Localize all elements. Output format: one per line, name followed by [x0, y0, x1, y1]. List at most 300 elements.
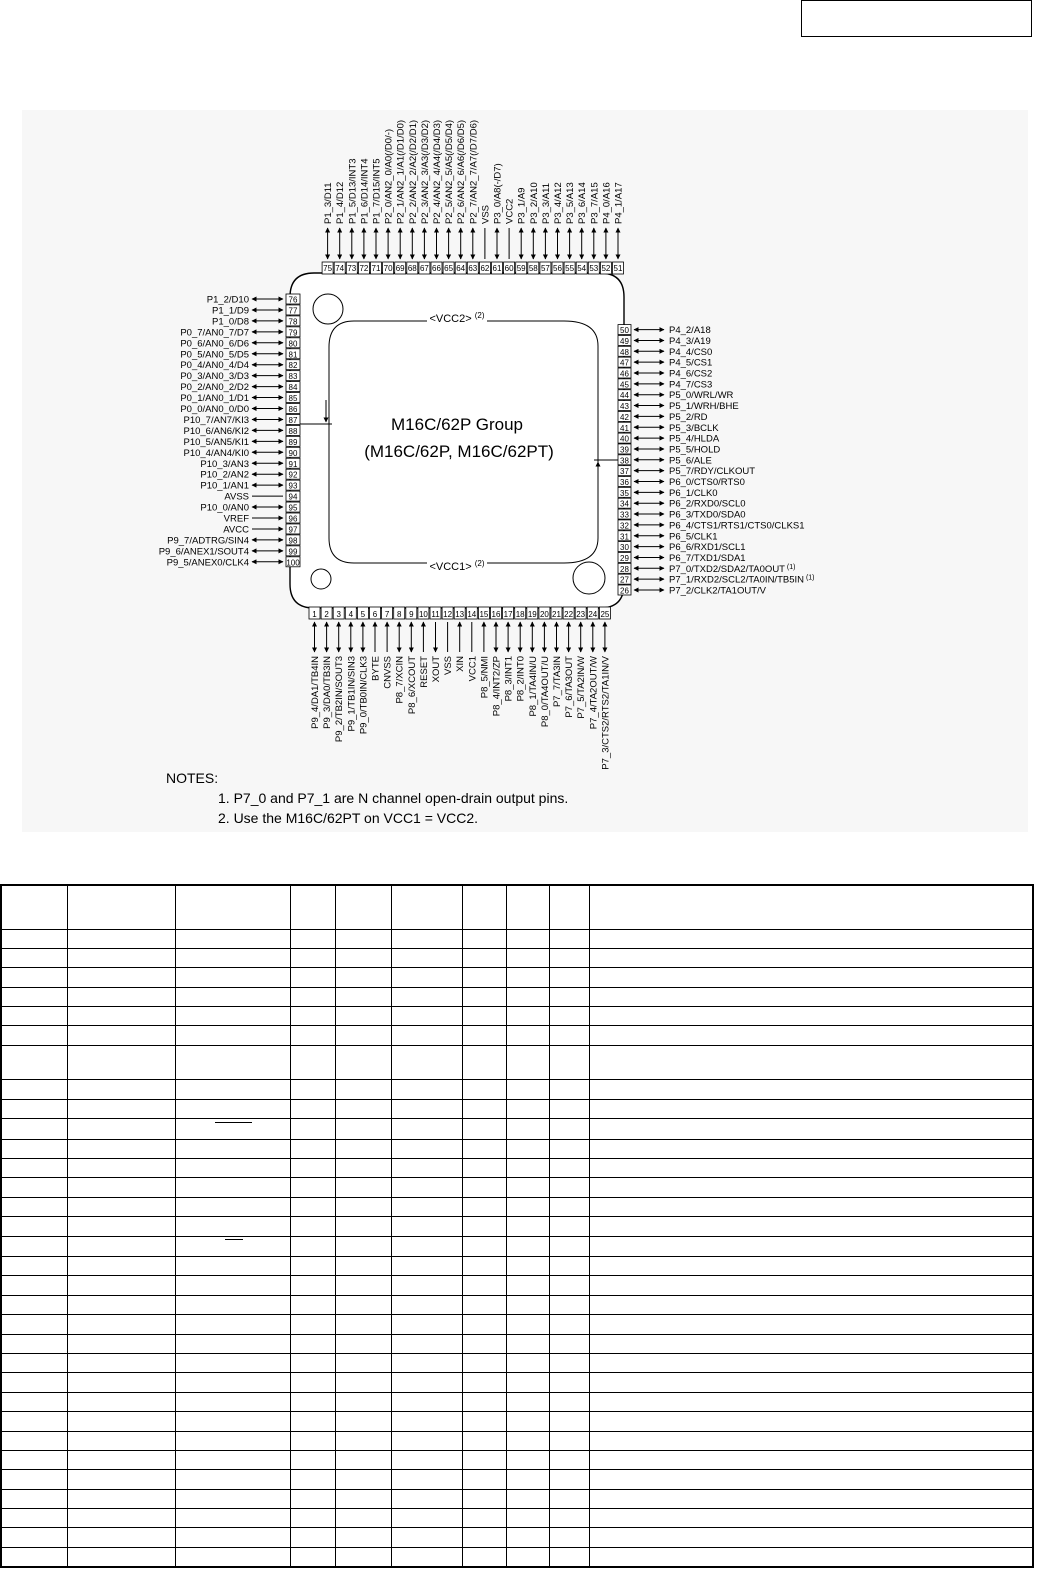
table-cell — [391, 1007, 462, 1026]
table-cell — [175, 1547, 290, 1567]
table-cell — [462, 948, 506, 967]
pin-number: 3 — [336, 610, 341, 619]
pin-label-86: P0_0/AN0_0/D0 — [180, 404, 249, 415]
pin-label-90: P10_4/AN4/KI0 — [183, 447, 249, 459]
table-row — [1, 948, 1033, 967]
pin-29 — [618, 552, 746, 564]
pin-87 — [184, 414, 301, 426]
pin-number: 11 — [431, 610, 440, 619]
pin-4 — [345, 607, 357, 732]
table-cell — [391, 1315, 462, 1334]
table-cell — [391, 1547, 462, 1567]
table-cell — [391, 1470, 462, 1489]
pin-15 — [478, 607, 490, 698]
pin-label-27: P7_1/RXD2/SCL2/TA0IN/TB5IN $^{(1)}$ — [669, 574, 815, 586]
table-row — [1, 1412, 1033, 1431]
table-cell — [391, 1509, 462, 1528]
table-cell — [391, 1295, 462, 1314]
table-row — [1, 1080, 1033, 1099]
table-cell — [290, 1295, 335, 1314]
table-cell — [462, 1276, 506, 1295]
pin-number: 89 — [288, 437, 298, 447]
pin-63 — [467, 120, 479, 274]
table-cell — [391, 1353, 462, 1372]
table-cell — [549, 1007, 589, 1026]
pin-number: 36 — [620, 478, 629, 487]
pin-label-91: P10_3/AN3 — [200, 458, 249, 470]
table-cell — [589, 1295, 1033, 1314]
pin-95 — [200, 502, 300, 514]
table-row — [1, 1026, 1033, 1045]
table-cell — [506, 1509, 549, 1528]
pin-number: 94 — [288, 492, 298, 502]
pin-label-80: P0_6/AN0_6/D6 — [180, 338, 249, 350]
table-cell — [506, 1158, 549, 1177]
pin-number: 67 — [419, 264, 429, 273]
pin-89 — [184, 436, 301, 448]
pin-7 — [382, 607, 394, 689]
table-cell — [290, 1392, 335, 1411]
table-cell — [67, 1276, 175, 1295]
table-cell — [1, 1489, 67, 1508]
pin-80 — [180, 338, 300, 350]
table-cell — [335, 1276, 391, 1295]
table-cell — [391, 1373, 462, 1392]
pin-20 — [539, 607, 551, 727]
table-cell — [589, 1509, 1033, 1528]
table-cell — [1, 1547, 67, 1567]
pin-number: 80 — [288, 339, 298, 349]
table-cell — [549, 1315, 589, 1334]
table-row — [1, 1276, 1033, 1295]
table-cell — [1, 987, 67, 1006]
pin-label-70: P2_0/AN2_0/A0(/D0/-) — [383, 128, 395, 224]
table-cell — [67, 1489, 175, 1508]
table-header-cell — [506, 885, 549, 929]
table-cell — [67, 1007, 175, 1026]
table-cell — [391, 1178, 462, 1197]
pin-number: 29 — [620, 553, 629, 563]
table-cell — [589, 1450, 1033, 1469]
table-cell — [506, 1392, 549, 1411]
pin-label-79: P0_7/AN0_7/D7 — [180, 327, 249, 339]
table-cell — [589, 1197, 1033, 1216]
pin-57 — [540, 183, 552, 274]
table-cell — [175, 1470, 290, 1489]
table-cell — [462, 1489, 506, 1508]
pin-label-46: P4_6/CS2 — [669, 368, 713, 380]
pin-label-42: P5_2/RD — [669, 411, 708, 423]
pin-number: 38 — [620, 456, 629, 466]
table-cell — [175, 929, 290, 948]
table-cell — [1, 1353, 67, 1372]
pin-number: 10 — [418, 610, 428, 619]
table-cell — [290, 1007, 335, 1026]
pin-number: 99 — [288, 547, 298, 557]
table-cell — [290, 1217, 335, 1236]
pin-label-18: P8_2/INT0 — [515, 656, 527, 702]
table-cell — [589, 1045, 1033, 1079]
table-row — [1, 1197, 1033, 1216]
pin-number: 4 — [348, 610, 354, 619]
table-cell — [290, 1431, 335, 1450]
pin-label-15: P8_5/NMI — [479, 656, 491, 699]
table-cell — [462, 1217, 506, 1236]
pin-label-36: P6_0/CTS0/RTS0 — [669, 477, 745, 488]
table-cell — [175, 968, 290, 987]
table-cell — [549, 1412, 589, 1431]
table-cell — [290, 1509, 335, 1528]
table-cell — [589, 1373, 1033, 1392]
table-cell — [462, 1412, 506, 1431]
pin-19 — [527, 607, 539, 717]
pin-label-38: P5_6/ALE — [669, 455, 712, 467]
table-header-cell — [589, 885, 1033, 929]
pin-label-60: VCC2 — [504, 198, 516, 224]
table-cell — [335, 1099, 391, 1118]
table-cell — [506, 1450, 549, 1469]
pin-number: 5 — [360, 610, 366, 619]
table-cell — [290, 1315, 335, 1334]
table-cell — [506, 1045, 549, 1079]
table-cell — [290, 1489, 335, 1508]
table-cell — [506, 1026, 549, 1045]
table-cell — [335, 1431, 391, 1450]
pin-label-68: P2_2/AN2_2/A2(/D2/D1) — [407, 119, 419, 224]
pin-label-76: P1_2/D10 — [206, 294, 249, 306]
table-cell — [391, 1099, 462, 1118]
table-cell — [290, 1257, 335, 1276]
table-cell — [506, 1334, 549, 1353]
table-cell — [67, 1295, 175, 1314]
pin-52 — [600, 182, 612, 274]
table-cell — [290, 1450, 335, 1469]
pin-86 — [180, 404, 300, 416]
pin-label-58: P3_2/A10 — [528, 182, 540, 224]
table-cell — [589, 1080, 1033, 1099]
table-cell — [462, 1257, 506, 1276]
table-cell — [1, 1197, 67, 1216]
pin-13 — [454, 607, 466, 672]
pin-number: 71 — [371, 264, 381, 273]
table-cell — [462, 1158, 506, 1177]
table-cell — [462, 1431, 506, 1450]
table-cell — [589, 1334, 1033, 1353]
pin-73 — [346, 159, 358, 274]
table-cell — [335, 1412, 391, 1431]
pin-30 — [618, 542, 746, 554]
table-cell — [391, 1431, 462, 1450]
pin-number: 24 — [588, 610, 598, 619]
table-cell — [391, 948, 462, 967]
table-cell — [391, 1412, 462, 1431]
pin-number: 28 — [620, 564, 629, 574]
table-cell — [549, 1045, 589, 1079]
table-cell — [506, 1547, 549, 1567]
chip-name: M16C/62P Group — [391, 415, 523, 434]
pin-number: 73 — [347, 264, 357, 273]
pin-number: 77 — [288, 306, 298, 316]
pin-number: 14 — [467, 610, 477, 619]
table-cell — [67, 1178, 175, 1197]
table-cell — [462, 1099, 506, 1118]
pin-number: 74 — [335, 264, 345, 273]
pin-label-28: P7_0/TXD2/SDA2/TA0OUT $^{(1)}$ — [669, 563, 796, 575]
table-cell — [1, 1257, 67, 1276]
pin-label-77: P1_1/D9 — [212, 305, 249, 317]
table-cell — [506, 1489, 549, 1508]
table-cell — [335, 1470, 391, 1489]
table-cell — [391, 1276, 462, 1295]
table-cell — [175, 1295, 290, 1314]
table-cell — [549, 1509, 589, 1528]
table-cell — [506, 1257, 549, 1276]
pin-65 — [443, 120, 455, 274]
pin-number: 22 — [564, 610, 574, 619]
pin-number: 98 — [288, 536, 298, 546]
table-cell — [391, 1158, 462, 1177]
pin-82 — [180, 360, 300, 372]
pin-number: 50 — [620, 326, 629, 336]
table-cell — [67, 1257, 175, 1276]
table-header-cell — [462, 885, 506, 929]
table-row — [1, 1217, 1033, 1236]
table-cell — [589, 948, 1033, 967]
table-cell — [175, 1528, 290, 1547]
pin-number: 95 — [288, 503, 298, 513]
pin-11 — [430, 607, 442, 682]
table-cell — [1, 1217, 67, 1236]
pin-label-43: P5_1/WRH/BHE — [669, 401, 739, 413]
table-cell — [175, 1276, 290, 1295]
pin-label-47: P4_5/CS1 — [669, 357, 713, 369]
pin-label-72: P1_6/D14/INT4 — [359, 158, 371, 224]
table-cell — [1, 929, 67, 948]
table-cell — [589, 1178, 1033, 1197]
table-cell — [506, 1431, 549, 1450]
table-cell — [335, 987, 391, 1006]
pin-label-17: P8_3/INT1 — [503, 656, 515, 702]
pin-34 — [618, 498, 746, 510]
table-cell — [290, 1412, 335, 1431]
table-cell — [335, 1178, 391, 1197]
table-row — [1, 1099, 1033, 1118]
pin-diagram — [22, 110, 1028, 832]
table-cell — [335, 1119, 391, 1139]
table-cell — [67, 1099, 175, 1118]
table-cell — [67, 1470, 175, 1489]
pin-79 — [180, 327, 300, 339]
table-cell — [290, 1528, 335, 1547]
pin-27 — [618, 574, 815, 586]
table-cell — [67, 1217, 175, 1236]
pin-label-32: P6_4/CTS1/RTS1/CTS0/CLKS1 — [669, 520, 805, 532]
pin-number: 26 — [620, 586, 629, 596]
table-header-cell — [1, 885, 67, 929]
pin-number: 69 — [395, 264, 405, 273]
table-cell — [506, 1412, 549, 1431]
table-cell — [67, 1450, 175, 1469]
pin-label-61: P3_0/A8(-/D7) — [492, 163, 504, 224]
pin-38 — [618, 455, 712, 467]
pin-number: 51 — [613, 264, 623, 273]
pin-number: 15 — [479, 610, 489, 619]
table-cell — [549, 1257, 589, 1276]
pin-label-51: P4_1/A17 — [613, 182, 625, 224]
pin-number: 16 — [491, 610, 501, 619]
pin-label-3: P9_2/TB2IN/SOUT3 — [334, 656, 346, 743]
pin-label-78: P1_0/D8 — [212, 316, 249, 328]
table-cell — [549, 1236, 589, 1256]
pin-number: 48 — [620, 347, 629, 357]
table-cell — [549, 948, 589, 967]
pin-number: 83 — [288, 372, 298, 382]
table-cell — [335, 1197, 391, 1216]
table-cell — [1, 1139, 67, 1158]
table-cell — [589, 1236, 1033, 1256]
pin-48 — [618, 346, 712, 358]
pin-88 — [184, 425, 301, 437]
pin-label-71: P1_7/D15/INT5 — [371, 158, 383, 224]
pin-99 — [159, 546, 300, 558]
pin-number: 20 — [539, 610, 549, 619]
pin-label-35: P6_1/CLK0 — [669, 487, 718, 499]
pin-number: 32 — [620, 521, 629, 531]
pin-58 — [528, 182, 540, 274]
table-cell — [589, 1026, 1033, 1045]
table-cell — [335, 1353, 391, 1372]
pin-36 — [618, 477, 745, 489]
pin-number: 33 — [620, 510, 629, 520]
table-cell — [391, 1045, 462, 1079]
pin-17 — [503, 607, 515, 701]
pin-characteristics-table — [0, 884, 1034, 1568]
table-cell — [1, 1373, 67, 1392]
pin-10 — [418, 607, 430, 688]
table-cell — [506, 1276, 549, 1295]
pin-number: 27 — [620, 575, 629, 585]
table-header-cell — [175, 885, 290, 929]
table-cell — [462, 1080, 506, 1099]
pin-label-55: P3_5/A13 — [565, 182, 577, 224]
pin-label-24: P7_4/TA2OUT/W — [588, 656, 600, 730]
pin-label-10: RESET — [418, 656, 430, 688]
pin-62 — [479, 205, 491, 274]
table-header-row — [1, 885, 1033, 929]
pin-label-40: P5_4/HLDA — [669, 433, 720, 445]
pin-47 — [618, 357, 712, 369]
pin-number: 23 — [576, 610, 586, 619]
table-cell — [67, 1547, 175, 1567]
table-cell — [589, 1528, 1033, 1547]
page-label-box — [801, 0, 1032, 37]
pin-93 — [200, 480, 300, 492]
pin-number: 97 — [288, 525, 298, 535]
pin-label-75: P1_3/D11 — [323, 182, 335, 224]
table-cell — [391, 1392, 462, 1411]
table-cell — [549, 1528, 589, 1547]
pin-number: 61 — [492, 264, 502, 273]
table-cell — [462, 1373, 506, 1392]
pin-number: 65 — [444, 264, 454, 273]
pin-number: 40 — [620, 434, 629, 444]
table-cell — [290, 1353, 335, 1372]
pin-8 — [394, 607, 406, 704]
pin-label-81: P0_5/AN0_5/D5 — [180, 349, 249, 361]
table-row — [1, 1236, 1033, 1256]
pin-number: 68 — [407, 264, 417, 273]
pin-number: 6 — [372, 610, 378, 619]
pin-84 — [180, 382, 300, 394]
table-cell — [290, 1158, 335, 1177]
table-cell — [391, 1139, 462, 1158]
pin-56 — [552, 182, 564, 274]
pin-37 — [618, 466, 755, 478]
table-cell — [549, 1178, 589, 1197]
table-cell — [506, 1295, 549, 1314]
table-cell — [391, 1080, 462, 1099]
table-row — [1, 1334, 1033, 1353]
table-cell — [175, 1217, 290, 1236]
table-cell — [462, 1197, 506, 1216]
pin-label-59: P3_1/A9 — [516, 187, 528, 224]
table-cell — [335, 1295, 391, 1314]
table-row — [1, 1547, 1033, 1567]
table-cell — [589, 1412, 1033, 1431]
table-cell — [175, 1334, 290, 1353]
pin-55 — [564, 182, 576, 274]
table-cell — [175, 1315, 290, 1334]
pin-number: 9 — [409, 610, 414, 619]
pin-label-74: P1_4/D12 — [335, 181, 347, 224]
pin-label-63: P2_7/AN2_7/A7(/D7/D6) — [468, 119, 480, 224]
pin-71 — [371, 159, 383, 274]
table-cell — [67, 1353, 175, 1372]
table-row — [1, 1489, 1033, 1508]
pin-number: 1 — [312, 610, 317, 619]
pin-number: 44 — [620, 391, 629, 401]
table-cell — [462, 1315, 506, 1334]
table-cell — [175, 1236, 290, 1256]
pin-number: 60 — [504, 264, 514, 273]
pin-91 — [200, 458, 300, 470]
notes-section — [166, 768, 568, 828]
pin-label-25: P7_3/CTS2/RTS2/TA1IN/V — [600, 656, 612, 770]
pin-1 — [309, 607, 321, 729]
table-row — [1, 1315, 1033, 1334]
table-cell — [589, 1431, 1033, 1450]
pin-2 — [321, 607, 333, 729]
pin-74 — [334, 182, 346, 274]
table-cell — [335, 1334, 391, 1353]
pin-number: 34 — [620, 499, 629, 509]
table-cell — [462, 1236, 506, 1256]
note-2: 2. Use the M16C/62PT on VCC1 = VCC2. — [218, 810, 479, 826]
table-cell — [506, 1007, 549, 1026]
table-header-cell — [549, 885, 589, 929]
pin-51 — [613, 182, 625, 274]
pin-98 — [167, 535, 300, 547]
vcc1-label: <VCC1> $^{(2)}$ — [429, 559, 485, 573]
pin-16 — [491, 607, 503, 716]
table-cell — [549, 1547, 589, 1567]
pin-number: 64 — [456, 264, 466, 273]
pin-number: 42 — [620, 412, 629, 422]
pin-label-89: P10_5/AN5/KI1 — [183, 436, 249, 448]
table-cell — [335, 948, 391, 967]
table-cell — [589, 1470, 1033, 1489]
pin-number: 45 — [620, 380, 629, 390]
